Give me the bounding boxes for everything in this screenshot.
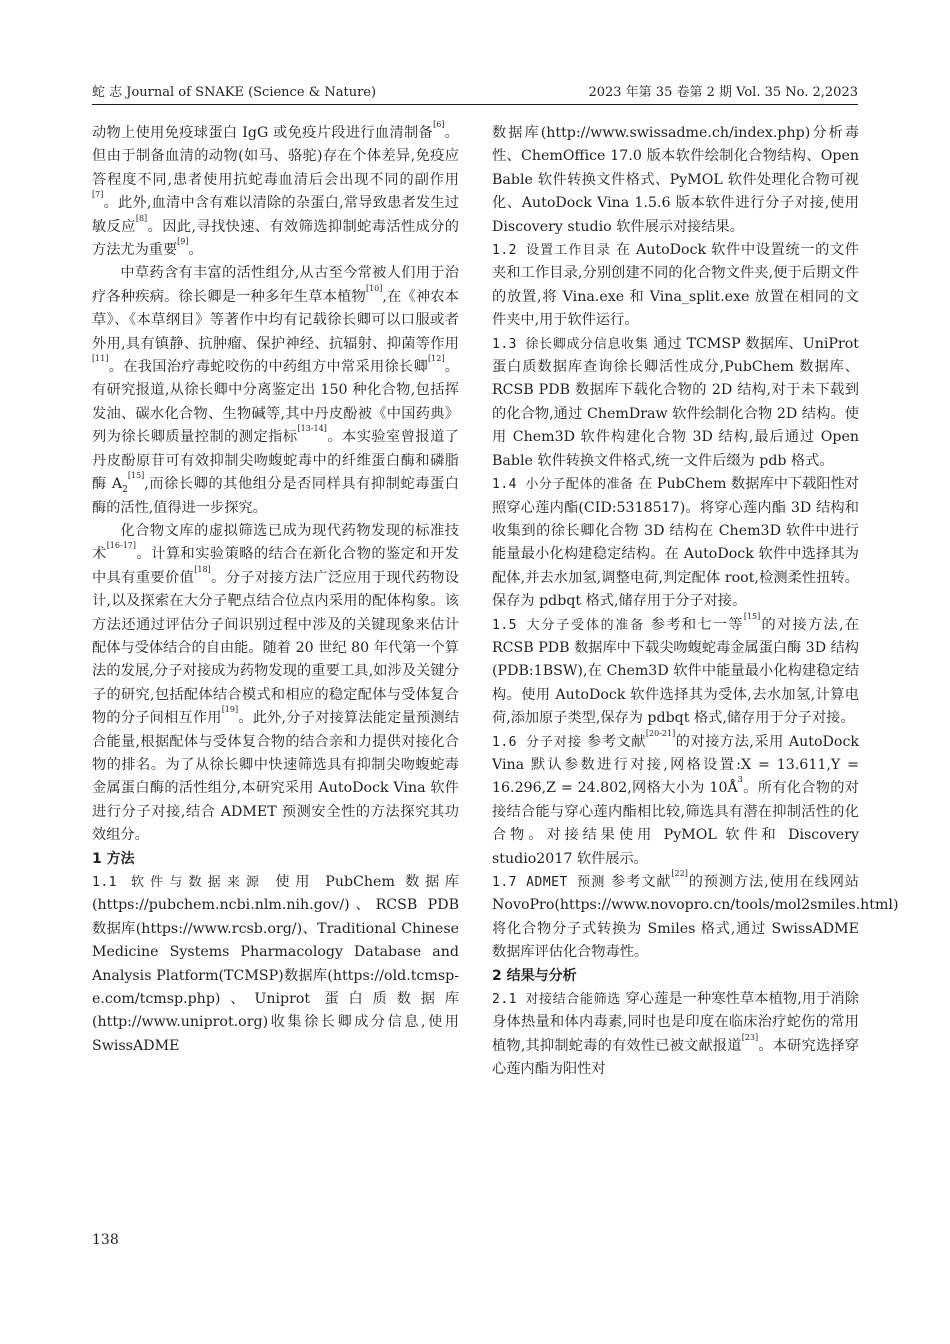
journal-title: 蛇 志 Journal of SNAKE (Science & Nature)	[92, 85, 377, 100]
left-column	[92, 122, 459, 1058]
paragraph: 化合物文库的虚拟筛选已成为现代药物发现的标准技术[16-17]。计算和实验策略的结合在新化合物的鉴定和开发中具有重要价值[18]。分子对接方法广泛应用于现代药物设计,以及探索在大分子靶点结合位点内采用的配体构象。该方法还通过评估分子间识别过程中涉及的关键现象来估计配体与受体结合的自由能。随着 20 世纪 80 年代第一个算法的发展,分子对接成为药物发现的重要工具,如涉及关键分子的研究,包括配体结合模式和相应的稳定配体与受体复合物的分子间相互作用[19]。此外,分子对接算法能定量预测结合能量,根据配体与受体复合物的结合亲和力提供对接化合物的排名。为了从徐长卿中快速筛选具有抑制尖吻蝮蛇毒金属蛋白酶的活性组分,本研究采用 AutoDock Vina 软件进行分子对接,结合 ADMET 预测安全性的方法探究其功效组分。	[92, 522, 459, 844]
subsection-1-7: 1.7 ADMET 预测 参考文献[22]的预测方法,使用在线网站 NovoPro(https://www.novopro.cn/tools/mol2smiles.html)将化合物分子式转换为 Smiles 格式,通过 SwissADME 数据库评估化合物毒性。	[492, 869, 899, 961]
subsection-1-4: 1.4 小分子配体的准备 在 PubChem 数据库中下载阳性对照穿心莲内酯(CID:5318517)。将穿心莲内酯 3D 结构和收集到的徐长卿化合物 3D 结构在 Chem3D 软件中进行能量最小化构建稳定结构。在 AutoDock 软件中选择其为配体,并去水加氢,调整电荷,判定配体 root,检测柔性扭转。保存为 pdbqt 格式,储存用于分子对接。	[492, 476, 859, 610]
section-heading: 1 方法	[92, 850, 135, 867]
issue-info: 2023 年第 35 卷第 2 期 Vol. 35 No. 2,2023	[588, 85, 858, 100]
running-header	[92, 81, 858, 103]
paragraph: 动物上使用免疫球蛋白 IgG 或免疫片段进行血清制备[6]。但由于制备血清的动物(如马、骆驼)存在个体差异,免疫应答程度不同,患者使用抗蛇毒血清后会出现不同的副作用[7]。此外,血清中含有难以清除的杂蛋白,常导致患者发生过敏反应[8]。因此,寻找快速、有效筛选抑制蛇毒活性成分的方法尤为重要[9]。	[92, 120, 459, 259]
paragraph: 中草药含有丰富的活性组分,从古至今常被人们用于治疗各种疾病。徐长卿是一种多年生草本植物[10],在《神农本草》、《本草纲目》等著作中均有记载徐长卿可以口服或者外用,具有镇静、抗肿瘤、保护神经、抗辐射、抑菌等作用[11]。在我国治疗毒蛇咬伤的中药组方中常采用徐长卿[12]。有研究报道,从徐长卿中分离鉴定出 150 种化合物,包括挥发油、碳水化合物、生物碱等,其中丹皮酚被《中国药典》列为徐长卿质量控制的测定指标[13-14]。本实验室曾报道了丹皮酚原苷可有效抑制尖吻蝮蛇毒中的纤维蛋白酶和磷脂酶 $A_2[15]$,而徐长卿的其他组分是否同样具有抑制蛇毒蛋白酶的活性,值得进一步探究。	[92, 265, 459, 516]
subsection-1-2: 1.2 设置工作目录 在 AutoDock 软件中设置统一的文件夹和工作目录,分别创建不同的化合物文件夹,便于后期文件的放置,将 Vina.exe 和 Vina_split.exe 放置在相同的文件夹中,用于软件运行。	[492, 242, 859, 329]
page-number: 138	[92, 1232, 119, 1248]
subsection-1-5: 1.5 大分子受体的准备 参考和七一等[15]的对接方法,在 RCSB PDB 数据库中下载尖吻蝮蛇毒金属蛋白酶 3D 结构(PDB:1BSW),在 Chem3D 软件中能量最小化构建稳定结构。使用 AutoDock 软件选择其为受体,去水加氢,计算电荷,添加原子类型,保存为 pdbqt 格式,储存用于分子对接。	[492, 611, 860, 727]
subsection-1-6: 1.6 分子对接 参考文献[20-21]的对接方法,采用 AutoDock Vina 默认参数进行对接,网格设置:X = 13.611,Y = 16.296,Z = 24.802,网格大小为 $10Å^3$。所有化合物的对接结合能与穿心莲内酯相比较,筛选具有潜在抑制活性的化合物。对接结果使用 PyMOL 软件和 Discovery studio2017 软件展示。	[492, 728, 859, 867]
subsection-1-3: 1.3 徐长卿成分信息收集 通过 TCMSP 数据库、UniProt 蛋白质数据库查询徐长卿活性成分,PubChem 数据库、RCSB PDB 数据库下载化合物的 2D 结构,对于未下载到的化合物,通过 ChemDraw 软件绘制化合物 2D 结构。使用 Chem3D 软件构建化合物 3D 结构,最后通过 Open Bable 软件转换文件格式,统一文件后缀为 pdb 格式。	[492, 335, 859, 469]
subsection-2-1: 2.1 对接结合能筛选 穿心莲是一种寒性草本植物,用于消除身体热量和体内毒素,同时也是印度在临床治疗蛇伤的常用植物,其抑制蛇毒的有效性已被文献报道[23]。本研究选择穿心莲内酯为阳性对	[492, 991, 859, 1078]
paragraph: 数据库(http://www.swissadme.ch/index.php)分析毒性、ChemOffice 17.0 版本软件绘制化合物结构、Open Bable 软件转换文件格式、PyMOL 软件处理化合物可视化、AutoDock Vina 1.5.6 版本软件进行分子对接,使用 Discovery studio 软件展示对接结果。	[492, 125, 859, 235]
header-rule	[92, 104, 858, 105]
section-heading: 2 结果与分析	[492, 967, 577, 984]
subsection-1-1: 1.1 软件与数据来源 使用 PubChem 数据库(https://pubchem.ncbi.nlm.nih.gov/)、RCSB PDB 数据库(https://www.rcsb.org/)、Traditional Chinese Medicine Systems Pharmacology Database and Analysis Platform(TCMSP)数据库(https://old.tcmsp-e.com/tcmsp.php)、Uniprot 蛋白质数据库(http://www.uniprot.org)收集徐长卿成分信息,使用 SwissADME	[92, 874, 459, 1054]
right-column	[492, 122, 899, 1082]
